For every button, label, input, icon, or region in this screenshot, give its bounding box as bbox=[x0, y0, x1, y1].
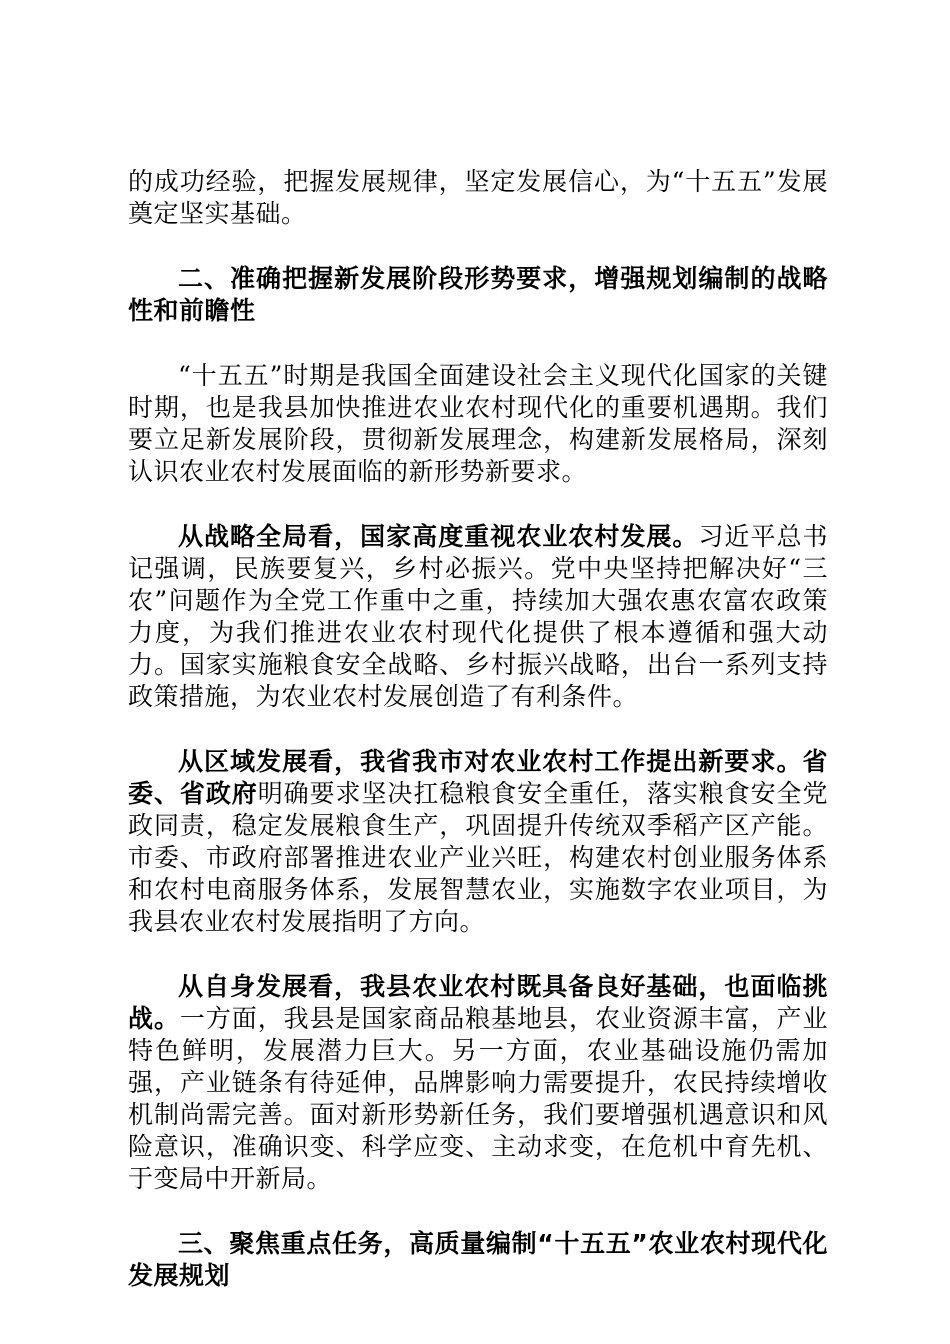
regional-paragraph bbox=[128, 746, 828, 938]
self-development-paragraph bbox=[128, 971, 828, 1195]
section-2-heading: 二、准确把握新发展阶段形势要求，增强规划编制的战略性和前瞻性 bbox=[128, 264, 828, 325]
regional-paragraph-body: 明确要求坚决扛稳粮食安全重任，落实粮食安全党政同责，稳定发展粮食生产，巩固提升传统双季稻产区产能。市委、市政府部署推进农业产业兴旺，构建农村创业服务体系和农村电商服务体系，发展智慧农业，实施数字农业项目，为我县农业农村发展指明了方向。 bbox=[128, 779, 828, 936]
document-page bbox=[128, 166, 828, 1292]
strategy-paragraph bbox=[128, 521, 828, 713]
self-development-paragraph-body: 一方面，我县是国家商品粮基地县，农业资源丰富，产业特色鲜明，发展潜力巨大。另一方面，农业基础设施仍需加强，产业链条有待延伸，品牌影响力需要提升，农民持续增收机制尚需完善。面对新形势新任务，我们要增强机遇意识和风险意识，准确识变、科学应变、主动求变，在危机中育先机、于变局中开新局。 bbox=[128, 1004, 828, 1193]
section-2-intro-paragraph: “十五五”时期是我国全面建设社会主义现代化国家的关键时期，也是我县加快推进农业农村现代化的重要机遇期。我们要立足新发展阶段，贯彻新发展理念，构建新发展格局，深刻认识农业农村发展面临的新形势新要求。 bbox=[128, 361, 828, 486]
strategy-paragraph-lead: 从战略全局看，国家高度重视农业农村发展。 bbox=[178, 522, 699, 551]
section-3-heading: 三、聚焦重点任务，高质量编制“十五五”农业农村现代化发展规划 bbox=[128, 1229, 828, 1290]
regional-paragraph-lead: 从区域发展看，我省我市对农业农村工作提出新要求。省委、省政府 bbox=[128, 747, 828, 808]
intro-continuation-paragraph: 的成功经验，把握发展规律，坚定发展信心，为“十五五”发展奠定坚实基础。 bbox=[128, 167, 828, 228]
strategy-paragraph-body: 习近平总书记强调，民族要复兴，乡村必振兴。党中央坚持把解决好“三农”问题作为全党工作重中之重，持续加大强农惠农富农政策力度，为我们推进农业农村现代化提供了根本遵循和强大动力。国家实施粮食安全战略、乡村振兴战略，出台一系列支持政策措施，为农业农村发展创造了有利条件。 bbox=[128, 522, 828, 711]
self-development-paragraph-lead: 从自身发展看，我县农业农村既具备良好基础，也面临挑战。 bbox=[128, 972, 828, 1033]
